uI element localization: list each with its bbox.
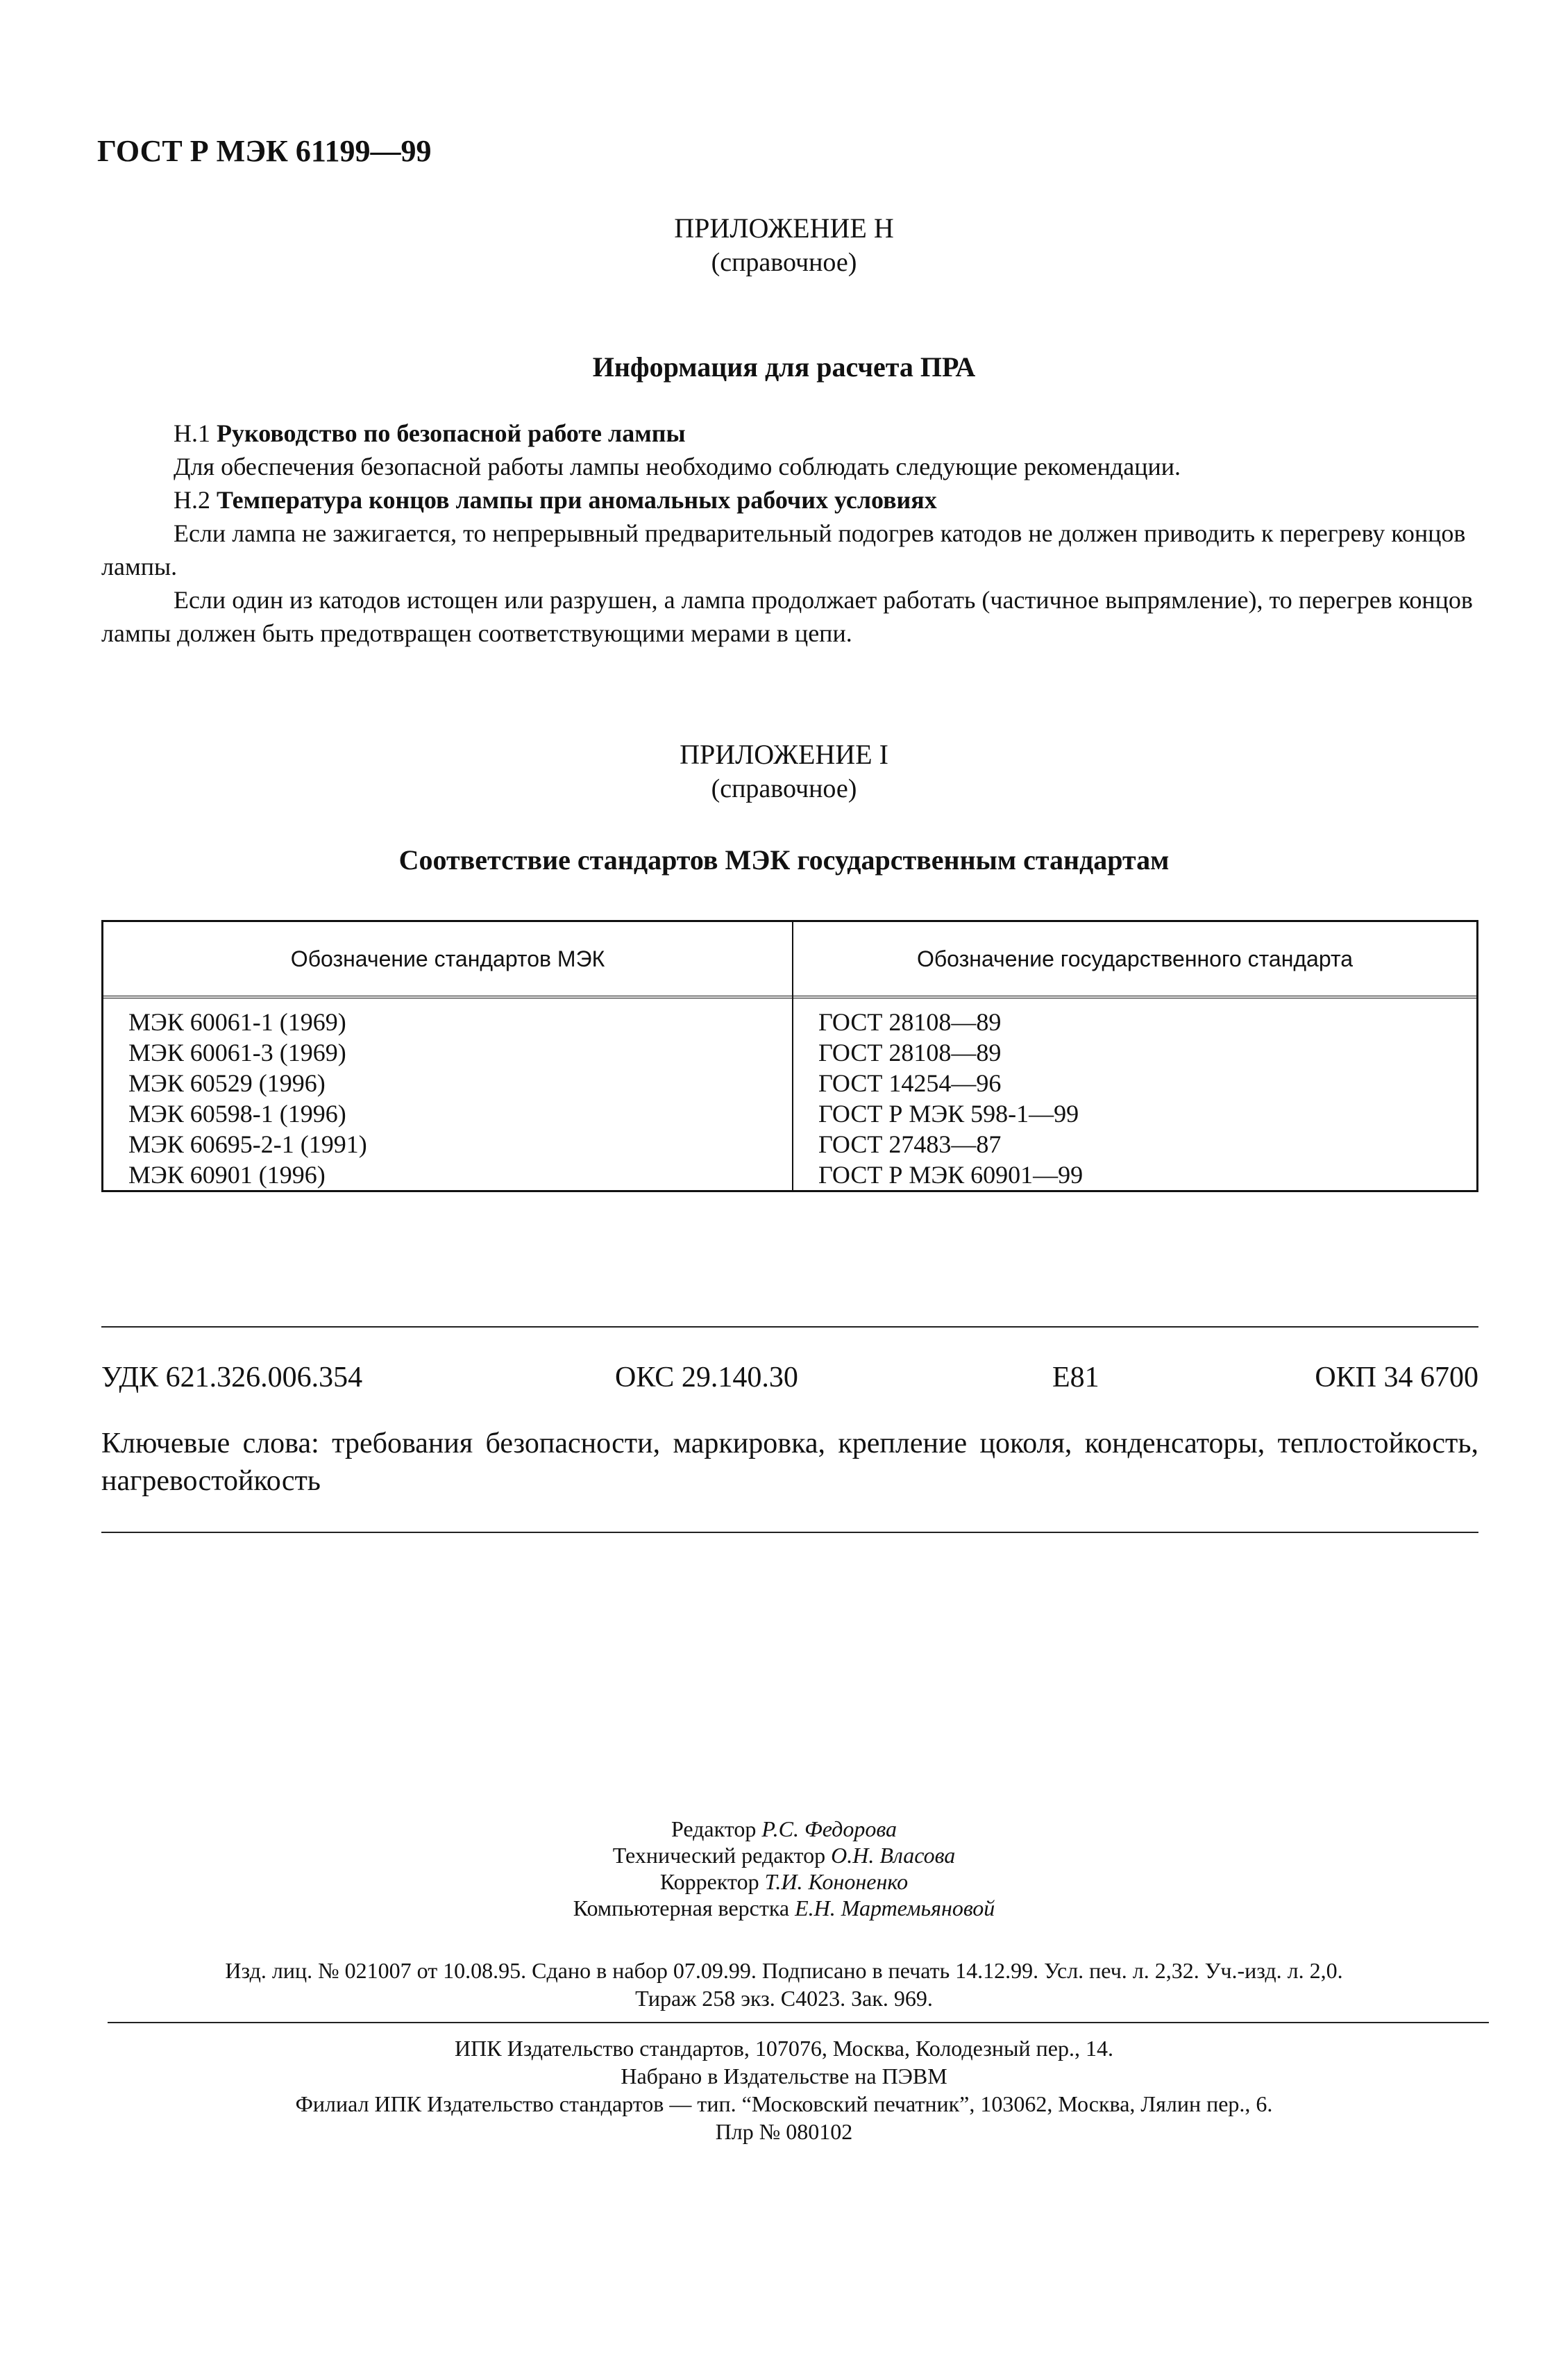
section-h2-paragraph-2: Если один из катодов истощен или разрушен, а лампа продолжает работать (частичное выпрямление), то перегрев концов лампы должен быть предотвращен соответствующими мерами в цепи. <box>101 586 1473 647</box>
table-header <box>103 922 1476 998</box>
divider-top <box>101 1326 1478 1328</box>
imprint-line-6: Плр № 080102 <box>715 2119 853 2144</box>
table-header-iec: Обозначение стандартов МЭК <box>290 946 605 971</box>
imprint-line-2: Тираж 258 экз. С4023. Зак. 969. <box>635 1986 933 2011</box>
table-cell-gost: ГОСТ 28108—89 <box>818 1039 1002 1066</box>
table-cell-gost: ГОСТ 14254—96 <box>818 1069 1002 1097</box>
credit-role: Редактор <box>671 1816 757 1841</box>
credit-person: Т.И. Кононенко <box>764 1869 909 1894</box>
table-cell-iec: МЭК 60598-1 (1996) <box>128 1100 346 1128</box>
table-column-divider <box>792 922 793 1190</box>
table-cell-gost: ГОСТ 27483—87 <box>818 1130 1002 1158</box>
credit-tech-editor <box>0 1842 1568 1868</box>
section-h1-title <box>101 417 1476 450</box>
credit-editor <box>0 1816 1568 1842</box>
table-cell-iec: МЭК 60695-2-1 (1991) <box>128 1130 367 1158</box>
standards-table <box>101 920 1478 1192</box>
imprint-line-5: Филиал ИПК Издательство стандартов — тип. “Московский печатник”, 103062, Москва, Лялин пер., 6. <box>295 2091 1273 2116</box>
section-h1-number: Н.1 <box>174 419 210 447</box>
imprint-line-3: ИПК Издательство стандартов, 107076, Москва, Колодезный пер., 14. <box>455 2036 1113 2061</box>
section-h2-title <box>101 483 1476 517</box>
imprint-line-1: Изд. лиц. № 021007 от 10.08.95. Сдано в набор 07.09.99. Подписано в печать 14.12.99. Усл. печ. л. 2,32. Уч.-изд. л. 2,0. <box>225 1958 1343 1983</box>
annex-h-heading: Информация для расчета ПРА <box>592 351 976 383</box>
credit-role: Корректор <box>659 1869 759 1894</box>
imprint-divider <box>108 2022 1489 2023</box>
credit-role: Технический редактор <box>612 1843 826 1868</box>
section-h1-heading: Руководство по безопасной работе лампы <box>217 419 686 447</box>
table-cell-iec: МЭК 60529 (1996) <box>128 1069 326 1097</box>
oks-code: ОКС 29.140.30 <box>615 1362 798 1394</box>
credit-person: Р.С. Федорова <box>761 1816 897 1841</box>
imprint-line-4: Набрано в Издательстве на ПЭВМ <box>621 2064 947 2089</box>
annex-h-subtitle: (справочное) <box>711 248 857 277</box>
table-column-iec <box>128 1007 367 1190</box>
document-code: ГОСТ Р МЭК 61199—99 <box>97 134 432 168</box>
table-cell-iec: МЭК 60901 (1996) <box>128 1161 326 1189</box>
table-cell-iec: МЭК 60061-1 (1969) <box>128 1008 346 1036</box>
keywords: Ключевые слова: требования безопасности, маркировка, крепление цоколя, конденсаторы, теплостойкость, нагревостойкость <box>101 1428 1478 1497</box>
e-code: Е81 <box>1052 1362 1099 1394</box>
table-cell-gost: ГОСТ Р МЭК 598-1—99 <box>818 1100 1079 1128</box>
table-cell-iec: МЭК 60061-3 (1969) <box>128 1039 346 1066</box>
credit-person: Е.Н. Мартемьяновой <box>795 1895 995 1920</box>
annex-i-heading: Соответствие стандартов МЭК государственным стандартам <box>398 844 1170 876</box>
table-cell-gost: ГОСТ 28108—89 <box>818 1008 1002 1036</box>
credit-person: О.Н. Власова <box>831 1843 956 1868</box>
table-column-gost <box>818 1007 1083 1190</box>
credit-role: Компьютерная верстка <box>573 1895 790 1920</box>
section-h2-paragraph-1: Если лампа не зажигается, то непрерывный предварительный подогрев катодов не должен приводить к перегреву концов лампы. <box>101 519 1466 580</box>
table-header-gost: Обозначение государственного стандарта <box>916 946 1354 971</box>
okp-code: ОКП 34 6700 <box>1315 1362 1478 1394</box>
credit-layout <box>0 1895 1568 1921</box>
section-h1-text: Для обеспечения безопасной работы лампы необходимо соблюдать следующие рекомендации. <box>174 453 1181 480</box>
credit-corrector <box>0 1868 1568 1895</box>
udk-code: УДК 621.326.006.354 <box>101 1362 363 1394</box>
annex-i-subtitle: (справочное) <box>711 774 857 803</box>
table-cell-gost: ГОСТ Р МЭК 60901—99 <box>818 1161 1084 1189</box>
classification-codes <box>101 1361 1478 1403</box>
section-h2-heading: Температура концов лампы при аномальных рабочих условиях <box>217 486 937 514</box>
annex-i-title: ПРИЛОЖЕНИЕ I <box>680 739 888 770</box>
annex-h-title: ПРИЛОЖЕНИЕ Н <box>674 212 894 244</box>
section-h2-number: Н.2 <box>174 486 210 514</box>
divider-bottom <box>101 1532 1478 1533</box>
